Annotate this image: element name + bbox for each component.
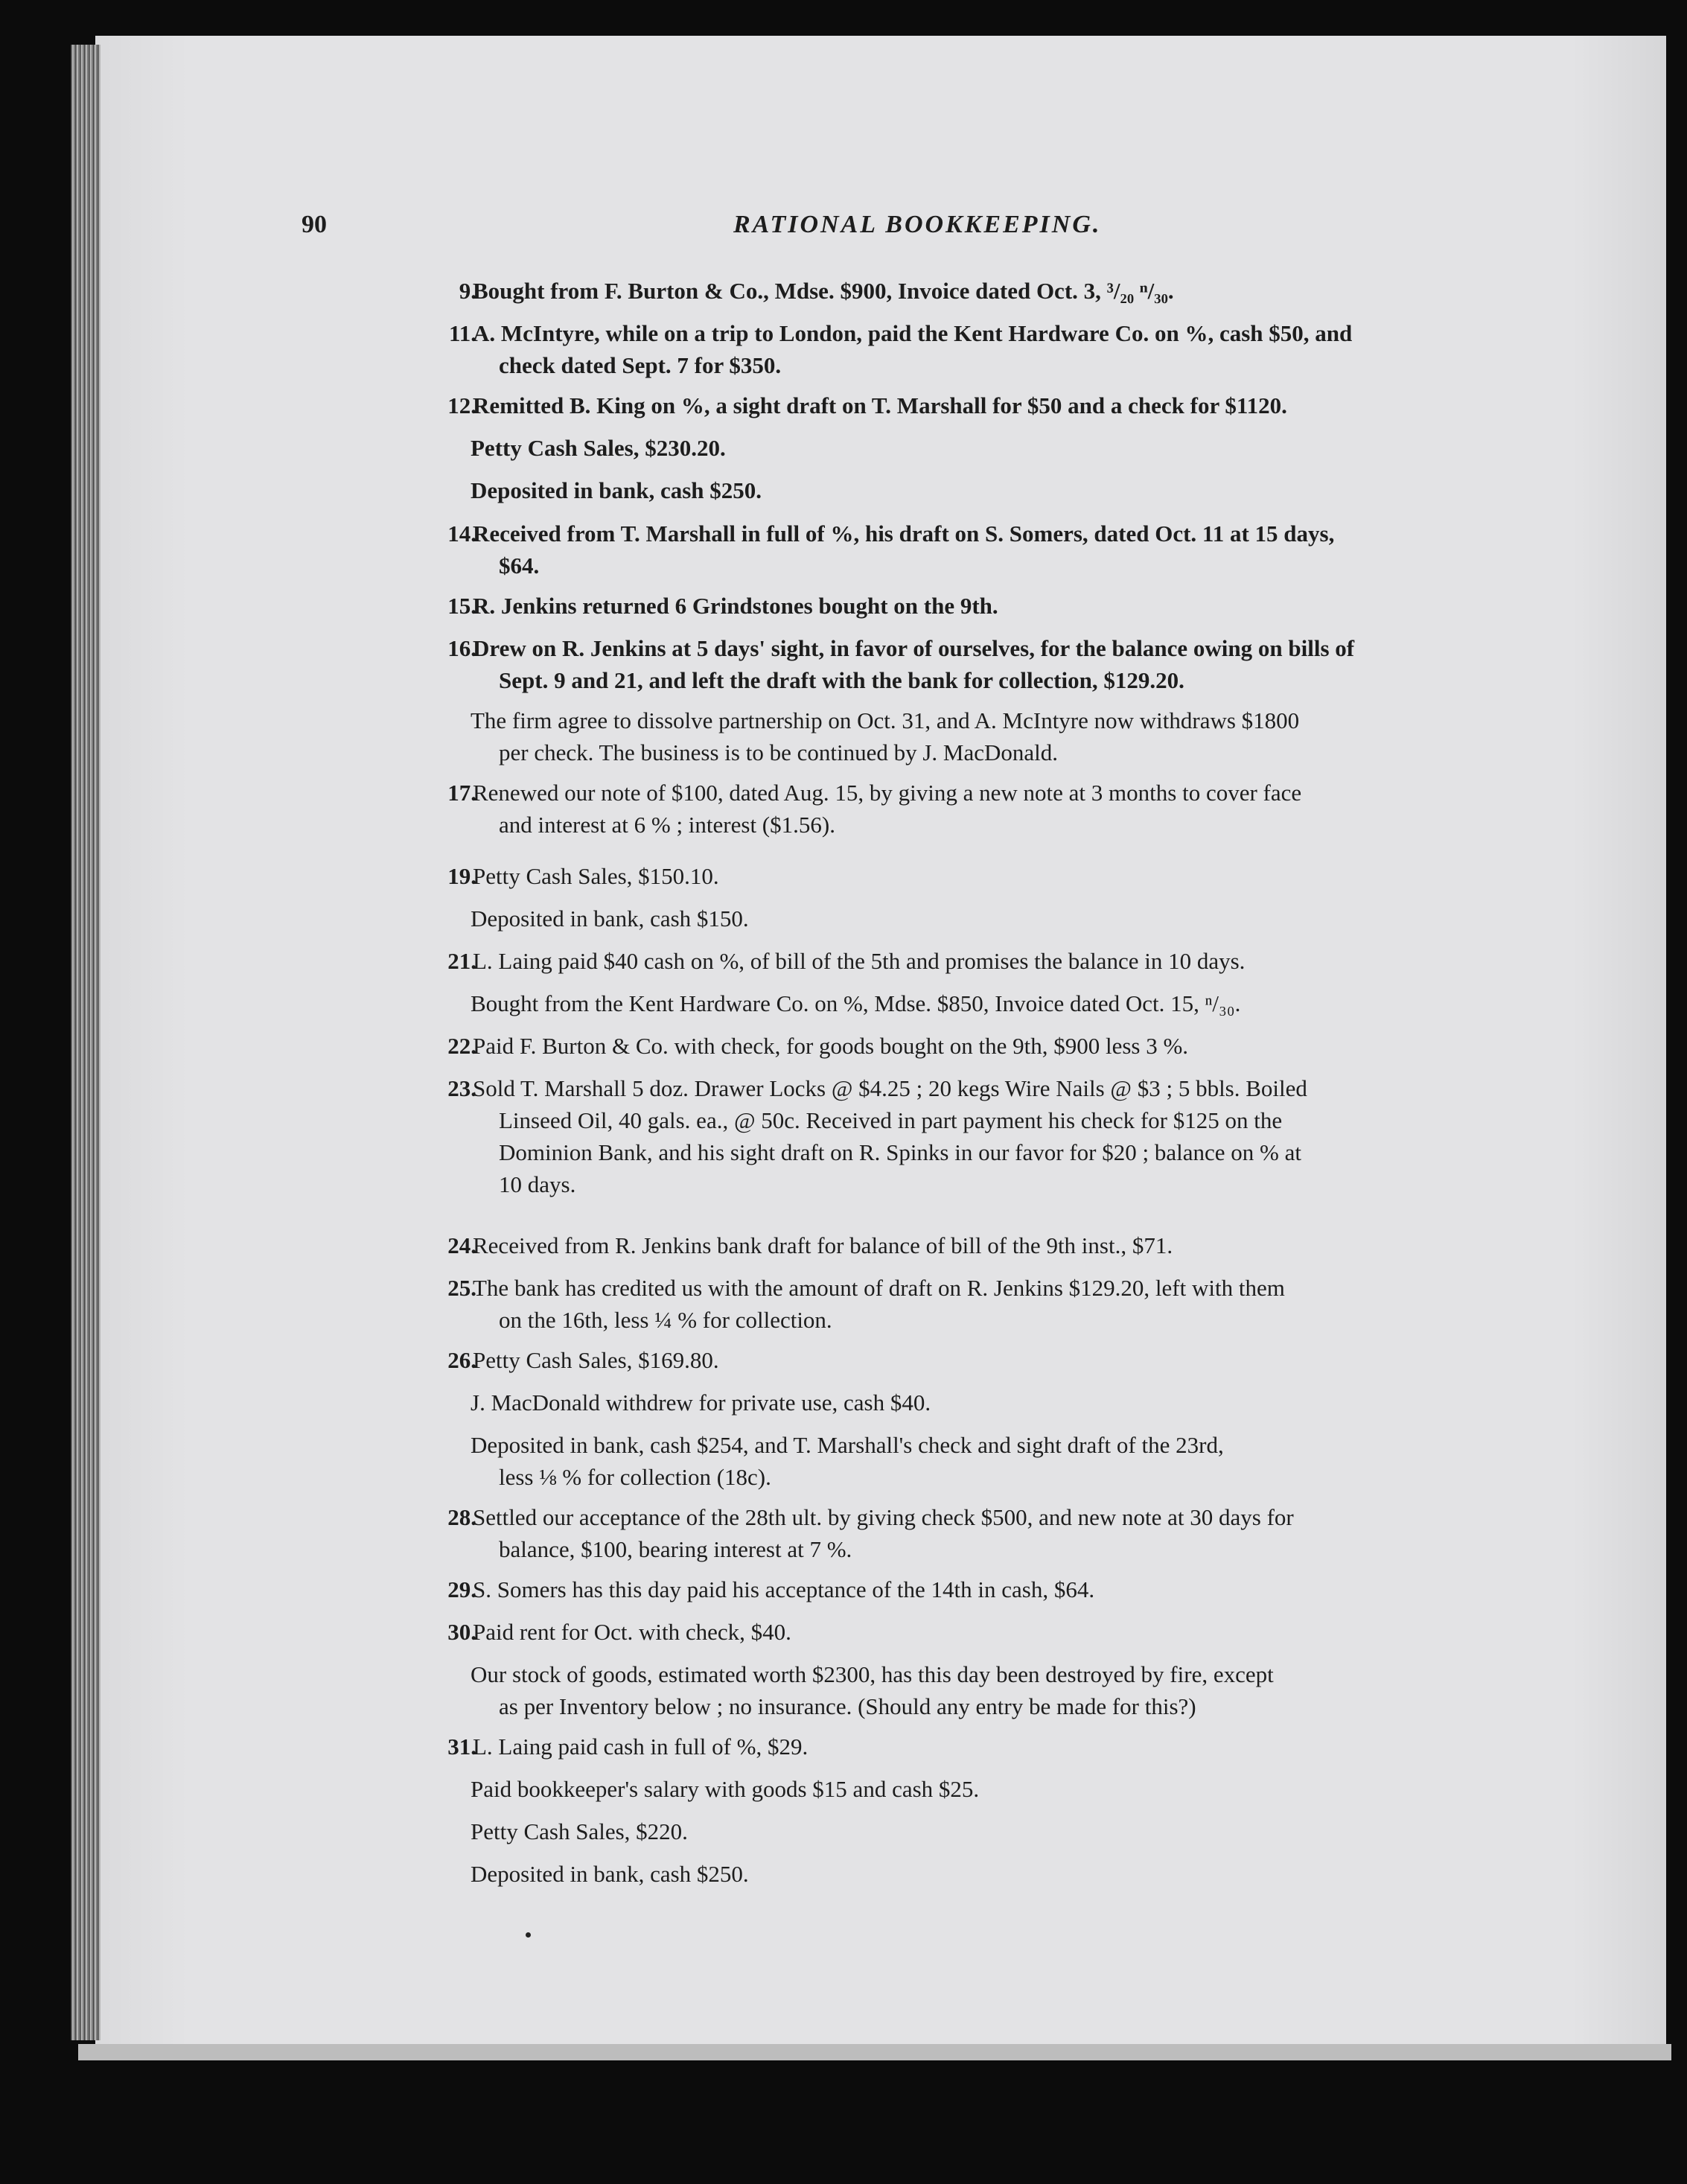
entry-day-number: 23. <box>447 1075 476 1101</box>
entry-day-number: 24. <box>447 1232 476 1258</box>
entry-day-number: 11. <box>448 320 476 346</box>
entry-text-line: Paid rent for Oct. with check, $40. <box>473 1619 791 1645</box>
entry-text-line: S. Somers has this day paid his acceptance of the 14th in cash, $64. <box>473 1576 1095 1602</box>
entry-day-number: 31. <box>447 1733 476 1760</box>
entry-text-line: Deposited in bank, cash $250. <box>471 477 762 503</box>
entry-text-line: Received from R. Jenkins bank draft for balance of bill of the 9th inst., $71. <box>473 1232 1173 1258</box>
entry-day-number: 14. <box>447 520 476 547</box>
entry-text-line: Deposited in bank, cash $250. <box>471 1861 749 1887</box>
entry-text-line: Bought from the Kent Hardware Co. on %, Mdse. $850, Invoice dated Oct. 15, ⁿ/₃₀. <box>471 990 1241 1016</box>
entry-day-number: 9. <box>459 278 476 304</box>
entry-text-line: balance, $100, bearing interest at 7 %. <box>499 1536 852 1562</box>
entry-text-line: Petty Cash Sales, $230.20. <box>471 435 726 461</box>
entry-text-line: Dominion Bank, and his sight draft on R. Spinks in our favor for $20 ; balance on % at <box>499 1139 1301 1165</box>
entry-text-line: The firm agree to dissolve partnership on Oct. 31, and A. McIntyre now withdraws $1800 <box>471 707 1300 733</box>
entry-text-line: Paid F. Burton & Co. with check, for goods bought on the 9th, $900 less 3 %. <box>473 1033 1189 1059</box>
entry-text-line: Bought from F. Burton & Co., Mdse. $900, Invoice dated Oct. 3, ³/₂₀ ⁿ/₃₀. <box>473 278 1174 304</box>
entry-text-line: Settled our acceptance of the 28th ult. by giving check $500, and new note at 30 days for <box>473 1504 1294 1530</box>
entry-day-number: 29. <box>447 1576 476 1602</box>
entry-text-line: A. McIntyre, while on a trip to London, paid the Kent Hardware Co. on %, cash $50, and <box>473 320 1353 346</box>
entry-day-number: 28. <box>447 1504 476 1530</box>
entry-text-line: L. Laing paid cash in full of %, $29. <box>473 1733 809 1760</box>
entry-text-line: Paid bookkeeper's salary with goods $15 and cash $25. <box>471 1776 980 1802</box>
entry-text-line: L. Laing paid $40 cash on %, of bill of the 5th and promises the balance in 10 days. <box>473 948 1246 974</box>
entry-text-line: Our stock of goods, estimated worth $2300, has this day been destroyed by fire, except <box>471 1661 1274 1687</box>
entry-text-line: R. Jenkins returned 6 Grindstones bought on the 9th. <box>473 593 998 619</box>
entry-day-number: 30. <box>447 1619 476 1645</box>
entry-text-line: per check. The business is to be continued by J. MacDonald. <box>499 739 1059 765</box>
entry-day-number: 25. <box>447 1275 476 1301</box>
entry-text-line: Petty Cash Sales, $220. <box>471 1818 688 1844</box>
entry-text-line: 10 days. <box>499 1171 576 1197</box>
entry-day-number: 26. <box>447 1347 476 1373</box>
entry-text-line: Received from T. Marshall in full of %, his draft on S. Somers, dated Oct. 11 at 15 days, <box>473 520 1335 547</box>
entry-day-number: 21. <box>447 948 476 974</box>
entry-day-number: 15. <box>447 593 476 619</box>
entry-text-line: Drew on R. Jenkins at 5 days' sight, in favor of ourselves, for the balance owing on bills of <box>473 635 1355 661</box>
entry-text-line: less ⅛ % for collection (18c). <box>499 1464 771 1490</box>
entry-text-line: The bank has credited us with the amount of draft on R. Jenkins $129.20, left with them <box>473 1275 1285 1301</box>
entry-text-line: Linseed Oil, 40 gals. ea., @ 50c. Received in part payment his check for $125 on the <box>499 1107 1283 1133</box>
entry-text-line: check dated Sept. 7 for $350. <box>499 352 782 378</box>
entry-text-line: J. MacDonald withdrew for private use, cash $40. <box>471 1389 931 1416</box>
entry-text-line: $64. <box>499 553 540 579</box>
entry-day-number: 16. <box>447 635 476 661</box>
entry-text-line: Deposited in bank, cash $254, and T. Marshall's check and sight draft of the 23rd, <box>471 1432 1224 1458</box>
entry-text-line: as per Inventory below ; no insurance. (Should any entry be made for this?) <box>499 1693 1196 1719</box>
entry-text-line: and interest at 6 % ; interest ($1.56). <box>499 812 835 838</box>
entry-text-line: Sold T. Marshall 5 doz. Drawer Locks @ $4.25 ; 20 kegs Wire Nails @ $3 ; 5 bbls. Boiled <box>473 1075 1307 1101</box>
running-head: RATIONAL BOOKKEEPING. <box>733 211 1102 238</box>
entry-day-number: 12. <box>447 392 476 418</box>
entry-text-line: Sept. 9 and 21, and left the draft with the bank for collection, $129.20. <box>499 667 1184 693</box>
entry-day-number: 22. <box>447 1033 476 1059</box>
entry-text-line: Remitted B. King on %, a sight draft on T. Marshall for $50 and a check for $1120. <box>473 392 1287 418</box>
entry-text-line: Deposited in bank, cash $150. <box>471 905 749 932</box>
entry-text-line: Renewed our note of $100, dated Aug. 15, by giving a new note at 3 months to cover face <box>473 780 1302 806</box>
entry-text-line: Petty Cash Sales, $150.10. <box>473 863 719 889</box>
entry-text-line: on the 16th, less ¼ % for collection. <box>499 1307 832 1333</box>
stray-mark <box>526 1932 531 1938</box>
page-number: 90 <box>302 211 327 238</box>
entry-day-number: 17. <box>447 780 476 806</box>
entry-day-number: 19. <box>447 863 476 889</box>
entry-text-line: Petty Cash Sales, $169.80. <box>473 1347 719 1373</box>
